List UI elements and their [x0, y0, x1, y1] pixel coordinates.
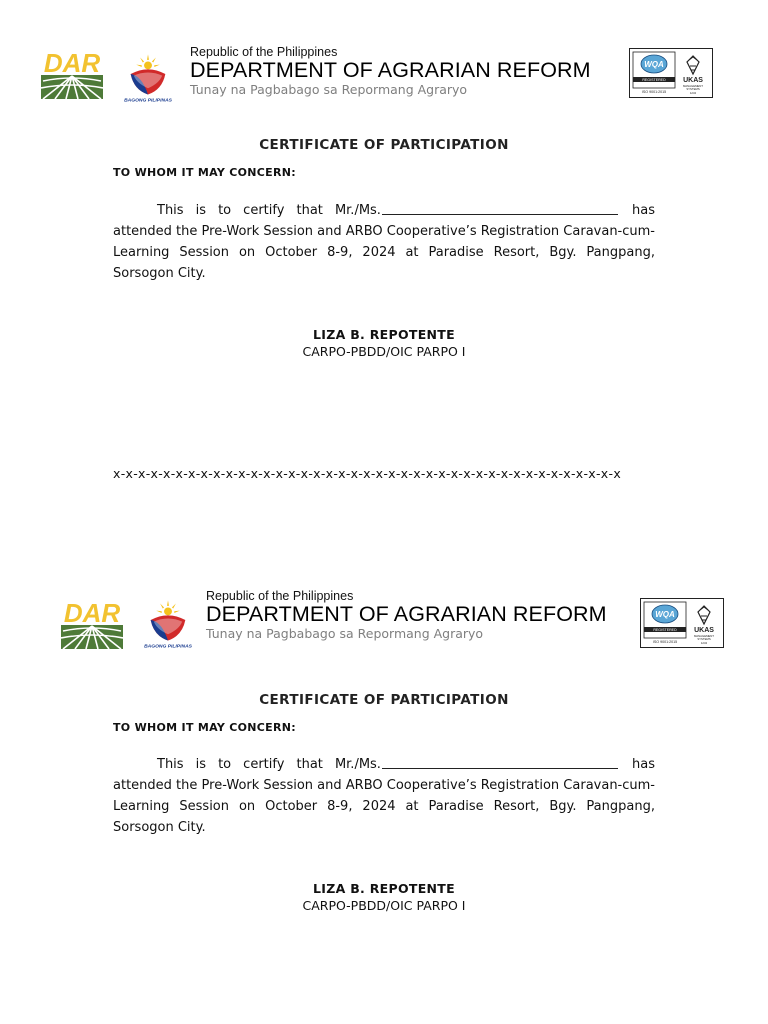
certificate-title: CERTIFICATE OF PARTICIPATION [259, 692, 509, 708]
header-republic: Republic of the Philippines [206, 589, 354, 603]
certification-badge-icon [640, 598, 724, 648]
body-rest: has attended the Pre-Work Session and ARBO Cooperative’s Registration Caravan-cum- Learning Session on October 8-9, 2024 at Paradise Resort, Bgy. Pangpang, Sorsogon City. [113, 757, 655, 835]
header-tagline: Tunay na Pagbabago sa Repormang Agraryo [206, 626, 484, 641]
svg-text:1234: 1234 [689, 91, 697, 95]
bagong-pilipinas-seal-icon [119, 52, 177, 104]
bagong-pilipinas-seal-icon [139, 598, 197, 650]
svg-text:SYSTEMS: SYSTEMS [686, 87, 700, 91]
certificate-body [113, 200, 655, 284]
signatory-name: LIZA B. REPOTENTE [313, 881, 455, 896]
body-lead: This is to certify that Mr./Ms. [157, 757, 381, 772]
svg-text:SYSTEMS: SYSTEMS [697, 637, 711, 641]
svg-text:REGISTERED: REGISTERED [653, 628, 677, 632]
signatory-title: CARPO-PBDD/OIC PARPO I [302, 344, 466, 359]
header-tagline: Tunay na Pagbabago sa Repormang Agraryo [190, 82, 468, 97]
certificate-body [113, 754, 655, 838]
dar-logo-icon [41, 49, 103, 99]
salutation: TO WHOM IT MAY CONCERN: [113, 166, 296, 179]
dar-logo-icon [61, 599, 123, 649]
signatory-name: LIZA B. REPOTENTE [313, 327, 455, 342]
name-blank-line [382, 201, 618, 215]
salutation: TO WHOM IT MAY CONCERN: [113, 721, 296, 734]
header-republic: Republic of the Philippines [190, 45, 338, 59]
certificate-title: CERTIFICATE OF PARTICIPATION [259, 137, 509, 153]
header-department: DEPARTMENT OF AGRARIAN REFORM [190, 58, 591, 82]
svg-text:WQA: WQA [644, 60, 664, 69]
svg-text:UKAS: UKAS [694, 627, 714, 634]
svg-text:MANAGEMENT: MANAGEMENT [682, 84, 704, 88]
svg-text:MANAGEMENT: MANAGEMENT [693, 634, 715, 638]
svg-text:UKAS: UKAS [683, 77, 703, 84]
svg-text:REGISTERED: REGISTERED [642, 78, 666, 82]
svg-text:ISO 9001:2015: ISO 9001:2015 [652, 640, 678, 644]
header-department: DEPARTMENT OF AGRARIAN REFORM [206, 602, 607, 626]
body-lead: This is to certify that Mr./Ms. [157, 203, 381, 218]
certification-badge-icon [629, 48, 713, 98]
signatory-title: CARPO-PBDD/OIC PARPO I [302, 898, 466, 913]
svg-text:WQA: WQA [655, 610, 675, 619]
name-blank-line [382, 755, 618, 769]
svg-text:ISO 9001:2015: ISO 9001:2015 [641, 90, 667, 94]
cut-line: x-x-x-x-x-x-x-x-x-x-x-x-x-x-x-x-x-x-x-x-x-x-x-x-x-x-x-x-x-x-x-x-x-x-x-x-x-x-x-x-x [113, 466, 622, 481]
body-rest: has attended the Pre-Work Session and ARBO Cooperative’s Registration Caravan-cum- Learning Session on October 8-9, 2024 at Paradise Resort, Bgy. Pangpang, Sorsogon City. [113, 203, 655, 281]
svg-text:1234: 1234 [700, 641, 708, 645]
